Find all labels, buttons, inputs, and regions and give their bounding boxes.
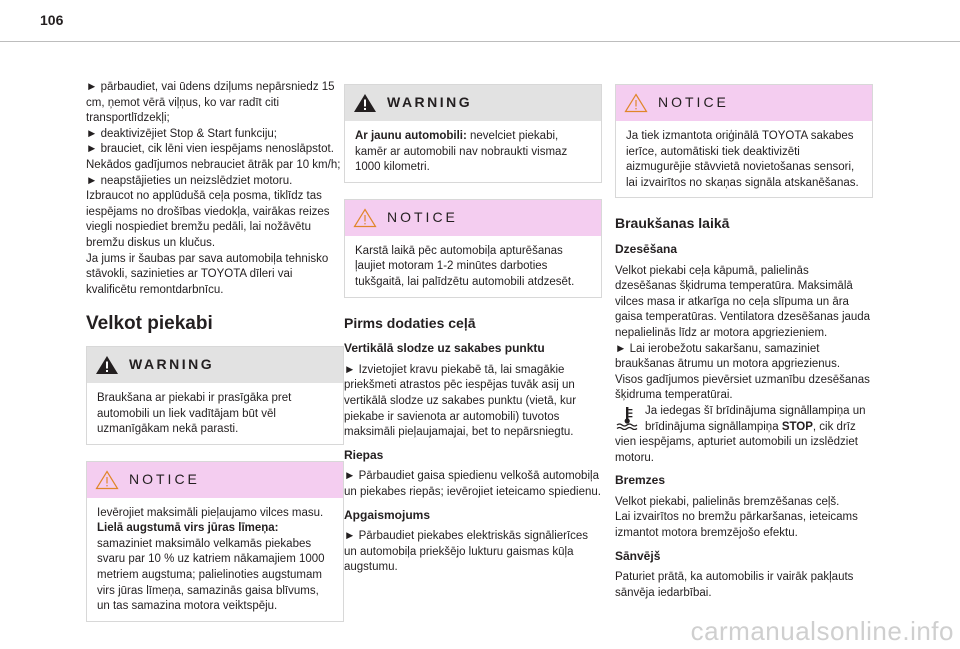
notice-text: Karstā laikā pēc automobiļa apturēšanas ļaujiet motoram 1-2 minūtes darboties tukšgaitā, lai palīdzētu automobili atdzesēt. bbox=[355, 244, 575, 288]
subheading-tyres: Riepas bbox=[344, 447, 384, 462]
notice-body bbox=[87, 498, 343, 621]
paragraph: Lai izvairītos no bremžu pārkaršanas, ieteicams izmantot motora bremzējošo efektu. bbox=[615, 511, 858, 540]
paragraph: ► Izvietojiet kravu piekabē tā, lai smagākie priekšmeti atrastos pēc iespējas tuvāk asij un vertikālā slodze uz sakabes punktu (vietā, kur piekabe ir savienota ar automobili) tuvotos maksimāli pieļaujamajai, bet to nepārsniegtu. bbox=[344, 363, 577, 439]
notice-header bbox=[616, 85, 872, 121]
notice-line: samaziniet maksimālo velkamās piekabes svaru par 10 % uz katriem nākamajiem 1000 metriem augstuma; palielinoties augstumam virs jūras līmeņa, samazinās gaisa blīvums, un tas samazina motora veiktspēju. bbox=[97, 537, 325, 613]
notice-triangle-icon bbox=[353, 208, 377, 228]
intro-line: Ja jums ir šaubas par sava automobiļa tehnisko stāvokli, sazinieties ar TOYOTA dīleri vai kvalificētu remontdarbnīcu. bbox=[86, 252, 329, 296]
paragraph: ► Pārbaudiet gaisa spiedienu velkošā automobiļa un piekabes riepās; ievērojiet ieteicamo spiedienu. bbox=[344, 470, 601, 498]
paragraph: Velkot piekabi ceļa kāpumā, palielinās dzesēšanas šķidruma temperatūra. Maksimālā vilces masa ir atkarīga no ceļa slīpuma un āra gaisa temperatūras. Ventilatora dzesēšanas jauda nepalielinās līdz ar motora apgriezieniem. bbox=[615, 264, 871, 339]
subheading-vertical-load: Vertikālā slodze uz sakabes punktu bbox=[344, 341, 545, 356]
section-heading-while-driving: Braukšanas laikā bbox=[615, 215, 730, 232]
paragraph: Visos gadījumos pievērsiet uzmanību dzesēšanas šķidruma temperatūrai. bbox=[615, 373, 870, 402]
page-number: 106 bbox=[40, 12, 64, 28]
notice-body bbox=[616, 121, 872, 197]
warning-body bbox=[87, 383, 343, 444]
coolant-temperature-icon bbox=[615, 406, 639, 430]
warning-bold-lead: Ar jaunu automobili: bbox=[355, 130, 467, 142]
notice-text: Ja tiek izmantota oriģinālā TOYOTA sakabes ierīce, automātiski tiek deaktivizēti aizmugurējie stāvvietā novietošanas sensori, lai izvairītos no skaņas signāla atskanēšanas. bbox=[626, 130, 859, 189]
icon-paragraph-pre: Ja iedegas šī brīdinājuma signāllampiņa un brīdinājuma signāllampiņa bbox=[645, 404, 866, 433]
notice-title: NOTICE bbox=[387, 208, 458, 225]
column-1 bbox=[86, 80, 344, 638]
warning-text: Braukšana ar piekabi ir prasīgāka pret automobili un liek vadītājam būt vēl uzmanīgākam nekā parasti. bbox=[97, 391, 292, 436]
notice-box bbox=[86, 461, 344, 622]
warning-text bbox=[355, 129, 591, 176]
paragraph: ► Lai ierobežotu sakaršanu, samaziniet braukšanas ātrumu un motora apgriezienus. bbox=[615, 342, 841, 371]
notice-header bbox=[87, 462, 343, 498]
warning-triangle-icon bbox=[95, 355, 119, 375]
notice-triangle-icon bbox=[624, 93, 648, 113]
warning-header bbox=[345, 85, 601, 121]
notice-title: NOTICE bbox=[658, 94, 729, 111]
column-3 bbox=[615, 80, 873, 608]
paragraph-with-icon bbox=[615, 404, 873, 466]
warning-title: WARNING bbox=[387, 94, 473, 111]
notice-box bbox=[344, 199, 602, 298]
notice-triangle-icon bbox=[95, 470, 119, 490]
warning-text-rest: nevelciet piekabi, kamēr ar automobili nav nobraukti vismaz 1000 kilometri. bbox=[355, 130, 568, 174]
warning-triangle-icon bbox=[353, 93, 377, 113]
intro-line: ► deaktivizējiet Stop & Start funkciju; bbox=[86, 127, 277, 140]
warning-body bbox=[345, 121, 601, 182]
intro-line: Izbraucot no applūdušā ceļa posma, tiklīdz tas iespējams no drošības viedokļa, vairākas reizes viegli nospiediet bremžu pedāli, lai nožāvētu bremžu diskus un klučus. bbox=[86, 190, 330, 249]
notice-title: NOTICE bbox=[129, 470, 200, 487]
warning-header bbox=[87, 347, 343, 383]
notice-line: Ievērojiet maksimāli pieļaujamo vilces masu. bbox=[97, 506, 324, 519]
notice-header bbox=[345, 200, 601, 236]
section-heading-towing: Velkot piekabi bbox=[86, 313, 213, 335]
subheading-lighting: Apgaismojums bbox=[344, 507, 431, 522]
subheading-brakes: Bremzes bbox=[615, 473, 666, 488]
intro-text bbox=[86, 80, 344, 298]
paragraph: Paturiet prātā, ka automobilis ir vairāk pakļauts sānvēja iedarbībai. bbox=[615, 571, 854, 599]
intro-line: ► neapstājieties un neizslēdziet motoru. bbox=[86, 174, 293, 187]
intro-line: ► pārbaudiet, vai ūdens dziļums nepārsniedz 15 cm, ņemot vērā viļņus, ko var radīt citi transportlīdzekļi; bbox=[86, 81, 335, 125]
icon-paragraph-post: , cik drīz vien iespējams, apturiet automobili un izslēdziet motoru. bbox=[615, 420, 858, 464]
intro-line: ► brauciet, cik lēni vien iespējams nenoslāpstot. Nekādos gadījumos nebrauciet ātrāk par 10 km/h; bbox=[86, 143, 341, 171]
column-2 bbox=[344, 80, 602, 583]
notice-body bbox=[345, 236, 601, 297]
paragraph: Velkot piekabi, palielinās bremzēšanas ceļš. bbox=[615, 495, 840, 508]
stop-label: STOP bbox=[781, 420, 813, 433]
subheading-crosswind: Sānvējš bbox=[615, 548, 661, 563]
paragraph: ► Pārbaudiet piekabes elektriskās signālierīces un automobiļa priekšējo lukturu gaismas kūļa augstumu. bbox=[344, 530, 589, 574]
section-heading-before-trip: Pirms dodaties ceļā bbox=[344, 314, 476, 331]
subheading-cooling: Dzesēšana bbox=[615, 241, 678, 256]
watermark: carmanualsonline.info bbox=[690, 616, 954, 646]
notice-box bbox=[615, 84, 873, 198]
header-rule bbox=[0, 41, 960, 42]
notice-bold-line: Lielā augstumā virs jūras līmeņa: bbox=[97, 522, 279, 535]
warning-box bbox=[344, 84, 602, 183]
warning-box bbox=[86, 346, 344, 445]
warning-title: WARNING bbox=[129, 356, 215, 373]
